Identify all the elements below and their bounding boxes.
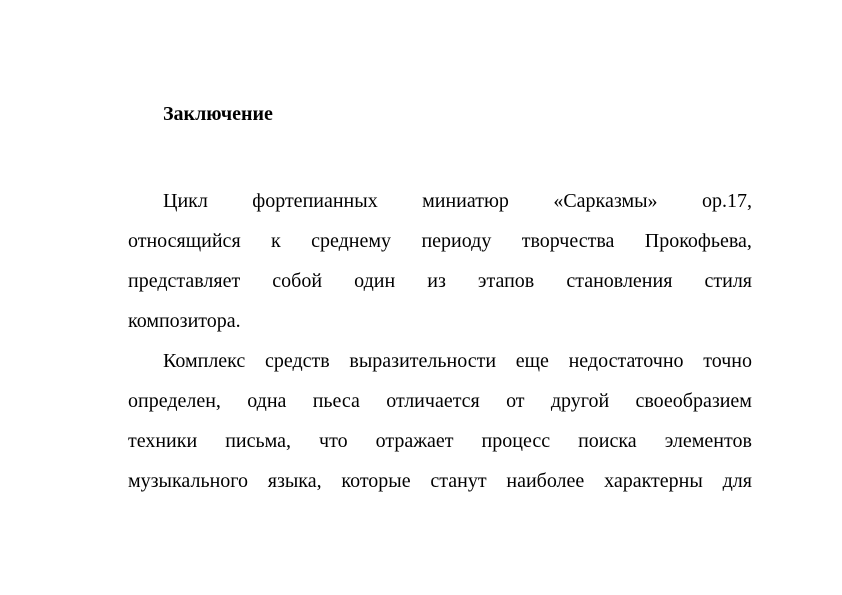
word: один — [354, 270, 396, 292]
paragraph-2 — [128, 341, 752, 501]
word: стиля — [704, 270, 752, 292]
text-line — [128, 461, 752, 501]
word: характерны — [604, 470, 703, 492]
word: процесс — [481, 430, 551, 452]
word: еще — [515, 350, 549, 372]
word: что — [319, 430, 348, 452]
word: среднему — [311, 230, 392, 252]
section-heading: Заключение — [163, 103, 273, 125]
word: из — [427, 270, 446, 292]
word: композитора. — [128, 310, 241, 332]
word: техники — [128, 430, 198, 452]
word: точно — [703, 350, 752, 372]
word: своеобразием — [635, 390, 752, 412]
text-line — [128, 301, 752, 341]
word: от — [506, 390, 525, 412]
paragraph-1 — [128, 181, 752, 341]
text-line — [128, 381, 752, 421]
text-line — [128, 221, 752, 261]
word: Цикл — [163, 190, 208, 212]
word: миниатюр — [422, 190, 509, 212]
word: Комплекс — [163, 350, 246, 372]
word: творчества — [521, 230, 615, 252]
body-text — [128, 181, 752, 501]
word: фортепианных — [252, 190, 378, 212]
word: представляет — [128, 270, 241, 292]
word: пьеса — [312, 390, 360, 412]
word: определен, — [128, 390, 221, 412]
word: поиска — [578, 430, 637, 452]
word: недостаточно — [568, 350, 684, 372]
text-line — [128, 421, 752, 461]
word: Прокофьева, — [644, 230, 752, 252]
word: одна — [247, 390, 287, 412]
word: которые — [341, 470, 411, 492]
text-line — [128, 181, 752, 221]
word: наиболее — [506, 470, 585, 492]
word: отражает — [375, 430, 454, 452]
word: средств — [264, 350, 330, 372]
text-line — [128, 341, 752, 381]
word: периоду — [421, 230, 492, 252]
word: этапов — [477, 270, 535, 292]
word: другой — [550, 390, 610, 412]
word: к — [271, 230, 281, 252]
word: относящийся — [128, 230, 241, 252]
word: становления — [566, 270, 673, 292]
word: ор.17, — [701, 190, 752, 212]
word: станут — [430, 470, 487, 492]
word: «Сарказмы» — [553, 190, 658, 212]
word: музыкального — [128, 470, 248, 492]
word: языка, — [267, 470, 322, 492]
word: выразительности — [349, 350, 497, 372]
word: отличается — [386, 390, 480, 412]
word: элементов — [664, 430, 752, 452]
word: письма, — [225, 430, 292, 452]
word: для — [722, 470, 752, 492]
text-line — [128, 261, 752, 301]
word: собой — [272, 270, 323, 292]
